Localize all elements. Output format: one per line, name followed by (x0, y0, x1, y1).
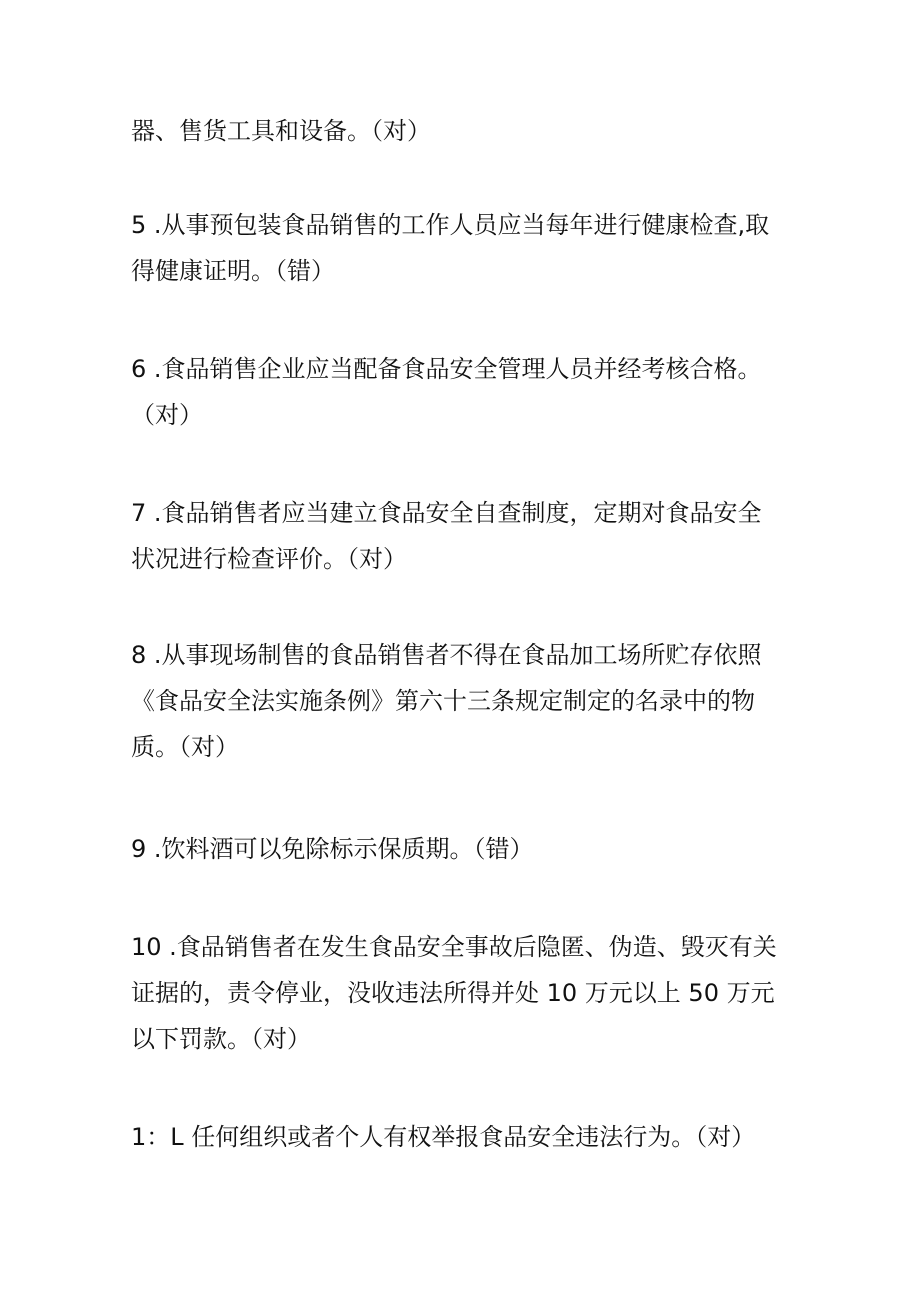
paragraph-line: 1：L 任何组织或者个人有权举报食品安全违法行为。（对） (131, 1123, 756, 1151)
paragraph-line: 9 .饮料酒可以免除标示保质期。（错） (131, 835, 534, 863)
paragraph-line: 以下罚款。（对） (131, 1025, 311, 1053)
paragraph-item-9 (131, 826, 811, 872)
paragraph-line: 6 .食品销售企业应当配备食品安全管理人员并经考核合格。 (131, 355, 762, 383)
paragraph-line: 10 .食品销售者在发生食品安全事故后隐匿、伪造、毁灭有关 (131, 933, 777, 961)
paragraph-item-8 (131, 632, 811, 770)
paragraph-line: 《食品安全法实施条例》第六十三条规定制定的名录中的物 (131, 687, 755, 715)
paragraph-line: （对） (131, 401, 203, 429)
paragraph-line: 状况进行检查评价。（对） (131, 545, 407, 573)
paragraph-line: 5 .从事预包装食品销售的工作人员应当每年进行健康检查,取 (131, 211, 770, 239)
paragraph-line: 7 .食品销售者应当建立食品安全自查制度，定期对食品安全 (131, 499, 762, 527)
paragraph-item-5 (131, 202, 811, 294)
paragraph-line: 8 .从事现场制售的食品销售者不得在食品加工场所贮存依照 (131, 641, 762, 669)
paragraph-continuation (131, 108, 811, 154)
paragraph-item-11 (131, 1114, 811, 1160)
paragraph-line: 器、售货工具和设备。（对） (131, 117, 431, 145)
paragraph-item-7 (131, 490, 811, 582)
paragraph-line: 证据的，责令停业，没收违法所得并处 10 万元以上 50 万元 (131, 979, 775, 1007)
paragraph-item-6 (131, 346, 811, 438)
paragraph-line: 得健康证明。（错） (131, 257, 335, 285)
paragraph-item-10 (131, 924, 811, 1062)
paragraph-line: 质。（对） (131, 733, 239, 761)
